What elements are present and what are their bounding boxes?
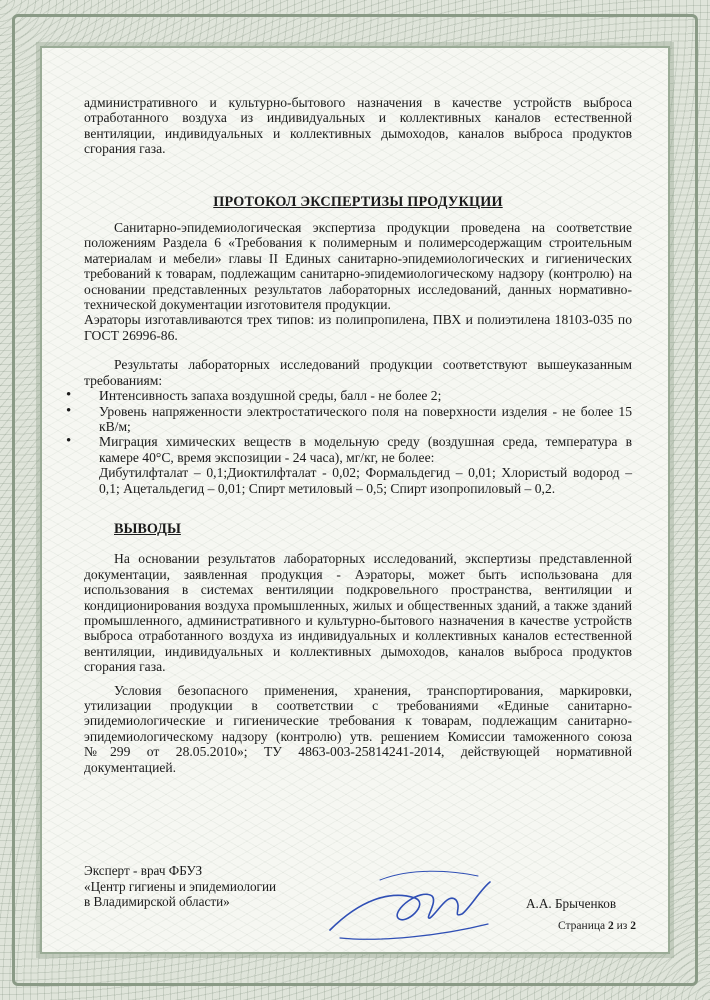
conclusions-paragraph-1: На основании результатов лабораторных исследований, экспертизы представленной документации, заявленная продукция - Аэраторы, может быть использована для использования в системах вентиляции подкровельного пространства, вентиляции и кондиционирования воздуха промышленных, жилых и общественных зданий, а также зданий промышленного, административного и культурно-бытового назначения в качестве устройств выброса отработанного воздуха из индивидуальных и коллективных каналов естественной вентиляции, индивидуальных и коллективных дымоходов, каналов выброса продуктов сгорания газа. xyxy=(84,551,632,675)
page-number xyxy=(558,920,636,932)
expert-name: А.А. Брыченков xyxy=(526,896,617,911)
expert-block xyxy=(84,863,276,910)
page-word: Страница xyxy=(558,920,606,932)
list-item: • Миграция химических веществ в модельную среду (воздушная среда, температура в камере 40°С, время экспозиции - 24 часа), мг/кг, не более: xyxy=(84,434,632,465)
list-item: • Интенсивность запаха воздушной среды, балл - не более 2; xyxy=(84,388,632,403)
expert-title: Эксперт - врач ФБУЗ xyxy=(84,863,203,878)
document-body xyxy=(84,95,632,775)
protocol-paragraph-2: Аэраторы изготавливаются трех типов: из полипропилена, ПВХ и полиэтилена 18103-035 по ГОСТ 26996-86. xyxy=(84,312,632,343)
protocol-paragraph-1: Санитарно-эпидемиологическая экспертиза продукции проведена на соответствие положениям Раздела 6 «Требования к полимерным и полимерсодержащим строительным материалам и мебели» главы II Единых санитарно-эпидемиологических и гигиенических требований к товарам, подлежащим санитарно-эпидемиологическому надзору (контролю) на основании представленных результатов лабораторных исследований, данных нормативно-технической документации изготовителя продукции. xyxy=(84,220,632,313)
handwritten-signature xyxy=(320,860,500,950)
conclusions-paragraph-2: Условия безопасного применения, хранения, транспортирования, маркировки, утилизации продукции в соответствии с требованиями «Единые санитарно-эпидемиологические и гигиенические требования к товарам, подлежащим санитарно-эпидемиологическому надзору (контролю) утв. решением Комиссии таможенного союза №299 от 28.05.2010»; ТУ 4863-003-25814241-2014, действующей нормативной документацией. xyxy=(84,682,632,775)
protocol-heading: ПРОТОКОЛ ЭКСПЕРТИЗЫ ПРОДУКЦИИ xyxy=(213,193,503,210)
requirements-list xyxy=(84,388,632,465)
page-current: 2 xyxy=(607,920,614,932)
protocol-paragraph-3: Результаты лабораторных исследований продукции соответствуют вышеуказанным требованиям: xyxy=(84,357,632,388)
page-of: из xyxy=(616,920,628,932)
substances-limits: Дибутилфталат – 0,1;Диоктилфталат - 0,02; Формальдегид – 0,01; Хлористый водород – 0,1; Ацетальдегид – 0,01; Спирт метиловый – 0,5; Спирт изопропиловый – 0,2. xyxy=(99,465,632,496)
expert-org: «Центр гигиены и эпидемиологии xyxy=(84,878,277,894)
page-total: 2 xyxy=(630,920,636,932)
expert-region: в Владимирской области» xyxy=(84,894,230,910)
list-item: • Уровень напряженности электростатического поля на поверхности изделия - не более 15 кВ/м; xyxy=(84,404,632,435)
intro-paragraph: административного и культурно-бытового назначения в качестве устройств выброса отработанного воздуха из индивидуальных и коллективных каналов естественной вентиляции, индивидуальных и коллективных дымоходов, каналов выброса продуктов сгорания газа. xyxy=(84,95,632,157)
conclusions-heading: ВЫВОДЫ xyxy=(114,520,181,537)
